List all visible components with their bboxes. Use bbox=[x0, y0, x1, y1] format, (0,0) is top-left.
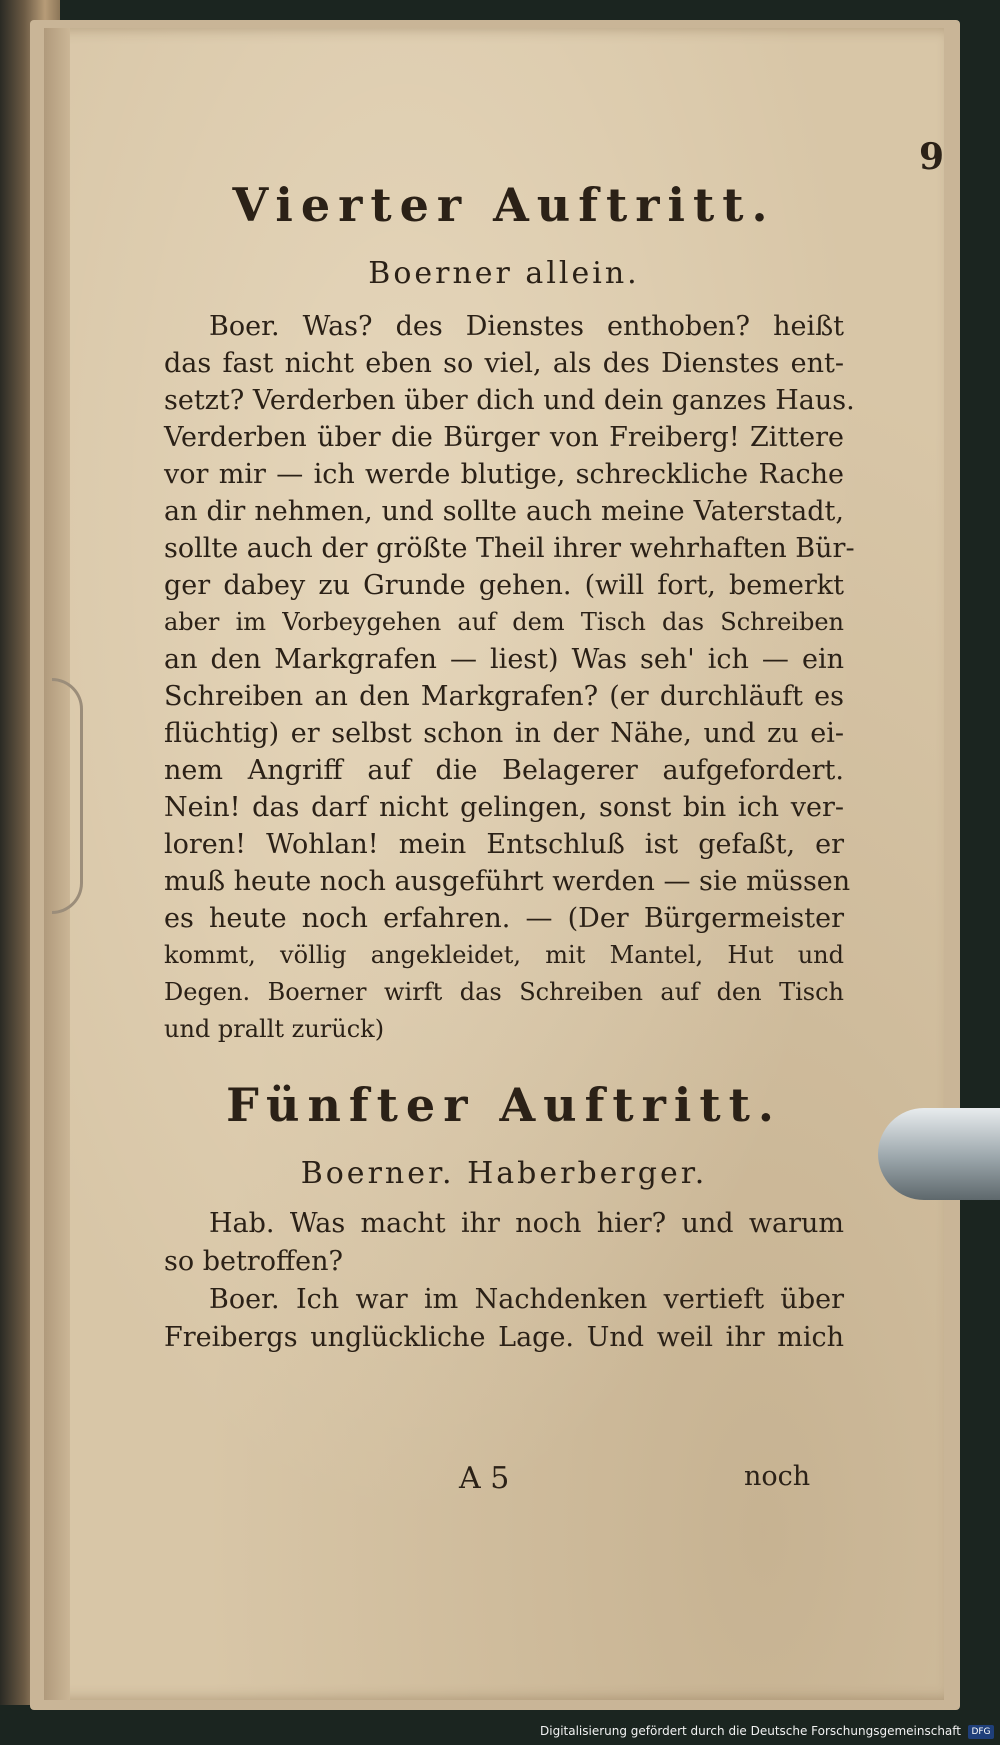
scene-heading-5: Fünfter Auftritt. bbox=[226, 1078, 782, 1132]
text-line: loren! Wohlan! mein Entschluß ist gefaßt, er bbox=[164, 829, 844, 860]
signature-mark: A 5 bbox=[459, 1461, 510, 1496]
text-line: Boer. Was? des Dienstes enthoben? heißt bbox=[209, 311, 844, 342]
book-page bbox=[44, 28, 944, 1700]
text-line: ger dabey zu Grunde gehen. (will fort, bemerkt bbox=[164, 570, 844, 601]
text-line: nem Angriff auf die Belagerer aufgefordert. bbox=[164, 755, 844, 786]
text-line: es heute noch erfahren. — (Der Bürgermeister bbox=[164, 903, 844, 934]
text-line: das fast nicht eben so viel, als des Dienstes ent- bbox=[164, 348, 844, 379]
text-line: so betroffen? bbox=[164, 1246, 343, 1277]
text-line: Nein! das darf nicht gelingen, sonst bin ich ver- bbox=[164, 792, 844, 823]
text-line: an dir nehmen, und sollte auch meine Vaterstadt, bbox=[164, 496, 844, 527]
scene-cast-4: Boerner allein. bbox=[368, 256, 640, 291]
stage-direction-line: kommt, völlig angekleidet, mit Mantel, Hut und bbox=[164, 941, 844, 969]
text-line: setzt? Verderben über dich und dein ganzes Haus. bbox=[164, 385, 855, 416]
text-line: sollte auch der größte Theil ihrer wehrhaften Bür- bbox=[164, 533, 855, 564]
stage-direction-line: und prallt zurück) bbox=[164, 1015, 385, 1043]
digitization-credit: Digitalisierung gefördert durch die Deutsche Forschungsgemeinschaft bbox=[540, 1724, 962, 1738]
scene-heading-4: Vierter Auftritt. bbox=[232, 178, 776, 232]
text-line: an den Markgrafen — liest) Was seh' ich — ein bbox=[164, 644, 844, 675]
catchword: noch bbox=[744, 1461, 811, 1492]
page-number: 9 bbox=[919, 136, 945, 178]
paper-clip bbox=[52, 678, 83, 914]
scan-tab-marker bbox=[878, 1108, 1000, 1200]
scene-cast-5: Boerner. Haberberger. bbox=[300, 1156, 708, 1191]
text-line: Boer. Ich war im Nachdenken vertieft über bbox=[209, 1284, 844, 1315]
text-line: Freibergs unglückliche Lage. Und weil ihr mich bbox=[164, 1322, 844, 1353]
text-line: vor mir — ich werde blutige, schreckliche Rache bbox=[164, 459, 844, 490]
dfg-logo-icon: DFG bbox=[968, 1725, 994, 1739]
text-line: muß heute noch ausgeführt werden — sie müssen bbox=[164, 866, 851, 897]
text-line: Hab. Was macht ihr noch hier? und warum bbox=[209, 1208, 844, 1239]
stage-direction-line: aber im Vorbeygehen auf dem Tisch das Schreiben bbox=[164, 608, 844, 636]
text-line: Verderben über die Bürger von Freiberg! Zittere bbox=[164, 422, 844, 453]
text-line: flüchtig) er selbst schon in der Nähe, und zu ei- bbox=[164, 718, 844, 749]
text-line: Schreiben an den Markgrafen? (er durchläuft es bbox=[164, 681, 844, 712]
stage-direction-line: Degen. Boerner wirft das Schreiben auf den Tisch bbox=[164, 978, 844, 1006]
